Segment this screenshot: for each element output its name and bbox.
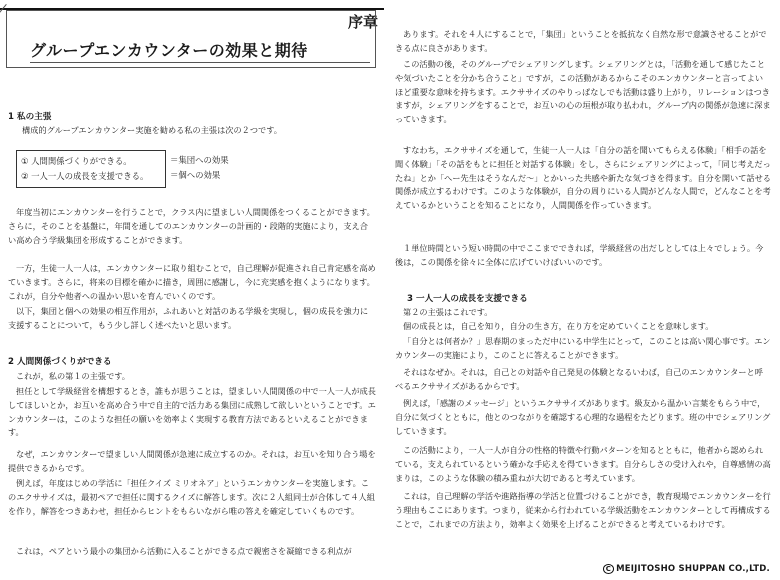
page-title: グループエンカウンターの効果と期待: [30, 41, 308, 60]
claims-box: [16, 150, 166, 188]
claim-1-note: ＝集団への効果: [170, 155, 229, 165]
section-heading-1: 1 私の主張: [8, 112, 52, 122]
paragraph: あります。それを４人にすることで，「集団」ということを抵抗なく自然な形で意識させることができる点に良さがあります。: [395, 29, 767, 53]
paragraph: それはなぜか。それは，自己との対話や自己発見の体験となるいわば，自己のエンカウンターと呼べるエクササイズがあるからです。: [395, 367, 763, 391]
paragraph: １単位時間という短い時間の中でここまでできれば，学級経営の出だしとしては上々でしょう。今後は，この関係を徐々に全体に広げていけばいいのです。: [395, 243, 764, 267]
paragraph: 「自分とは何者か？」思春期のまっただ中にいる中学生にとって，このことは高い関心事です。エンカウンターの実施により，このことに答えることができます。: [395, 336, 771, 360]
paragraph: 年度当初にエンカウンターを行うことで，クラス内に望ましい人間関係をつくることができます。さらに，そのことを基盤に，年間を通してのエンカウンターの計画的・段階的実施により，支え合い高め合う学級集団を形成することができます。: [8, 207, 375, 245]
copyright-icon: C: [603, 564, 614, 574]
paragraph: 個の成長とは，自己を知り，自分の生き方，在り方を定めていくことを意味します。: [403, 321, 714, 331]
claim-2: ② 一人一人の成長を支援できる。: [21, 171, 149, 181]
title-underline: [30, 62, 370, 63]
chapter-label: 序章: [347, 13, 378, 31]
paragraph: 例えば，「感謝のメッセージ」というエクササイズがあります。級友から温かい言葉をもらう中で，自分に気づくとともに，他とのつながりを確認する心理的な過程をたどります。班の中でシェアリングしていきます。: [395, 398, 771, 436]
section-heading-2: 2 人間関係づくりができる: [8, 357, 112, 367]
claim-1: ① 人間関係づくりができる。: [21, 156, 132, 166]
paragraph: なぜ，エンカウンターで望ましい人間関係が急速に成立するのか。それは，お互いを知り合う場を提供できるからです。: [8, 449, 376, 473]
paragraph: 担任として学級経営を構想するとき，誰もが思うことは，望ましい人間関係の中で一人一人が成長してほしいとか，お互いを高め合う中で自主的で活力ある集団に成熟して欲しいということです。エンカウンターは，このような担任の願いを効率よく実現する教育方法であるといえることができます。: [8, 386, 376, 438]
paragraph: これが，私の第１の主張です。: [16, 371, 130, 381]
claim-2-note: ＝個への効果: [170, 170, 221, 180]
paragraph: 構成的グループエンカウンター実施を勧める私の主張は次の２つです。: [22, 125, 282, 135]
paragraph: これは，ペアという最小の集団から活動に入ることができる点で親密さを凝縮できる利点が: [16, 546, 352, 556]
paragraph: この活動により，一人一人が自分の性格的特徴や行動パターンを知るとともに，他者から認められている，支えられているという確かな手応えを得ていきます。自分らしさの受け入れや，自尊感情の高まりは，このような体験の積み重ねが大切であると考えています。: [395, 445, 771, 483]
paragraph: すなわち，エクササイズを通して，生徒一人一人は「自分の話を聞いてもらえる体験」「相手の話を聞く体験」「その話をもとに担任と対話する体験」をし，さらにシェアリングによって，「同じ考えだったね」とか「へー先生はそうなんだ～」とかいった共感や新たな気づきを得ます。自分を開いて話せる関係が成立するわけです。このような体験が，自分の周りにいる人間がどんな人間で，どんなことを考えているかということを知ることになり，人間関係を作っていきます。: [395, 145, 771, 211]
section-heading-3: 3 一人一人の成長を支援できる: [407, 294, 528, 304]
copyright-notice: C MEIJITOSHO SHUPPAN CO.,LTD.: [603, 564, 770, 574]
paragraph: 第２の主張はこれです。: [403, 307, 493, 317]
paragraph: 一方，生徒一人一人は，エンカウンターに取り組むことで，自己理解が促進され自己肯定感を高めていきます。さらに，将来の目標を確かに描き，周囲に感謝し，今に充実感を抱くようになります。これが，自分や他者への温かい思いを育んでいくのです。: [8, 263, 376, 301]
paragraph: 以下，集団と個への効果の相互作用が，ふれあいと対話のある学級を実現し，個の成長を強力に支援することについて，もう少し詳しく述べたいと思います。: [8, 306, 369, 330]
claim-notes: [170, 153, 229, 183]
paragraph: この活動の後，そのグループでシェアリングします。シェアリングとは，「活動を通して感じたことや気づいたことを分かち合うこと」ですが，この活動があるからこそのエンカウンターと言ってよいほど重要な意味を持ちます。エクササイズのやりっぱなしでも活動は盛り上がり，リレーションはつきますが，シェアリングをすることで，お互いの心の垣根が取り払われ，グループ内の関係が急速に深まっていきます。: [395, 59, 771, 125]
paragraph: これは，自己理解の学活や進路指導の学活と位置づけることができ，教育現場でエンカウンターを行う理由もここにあります。つまり，従来から行われている学級活動をエンカウンターとして再構成することで，これまでの方法より，効率よく効果を上げることができると考えているわけです。: [395, 491, 771, 529]
paragraph: 例えば，年度はじめの学活に「担任クイズ ミリオネア」というエンカウンターを実施します。このエクササイズは，最初ペアで担任に関するクイズに解答します。次に２人組同士が合体して４人組を作り，解答をつきあわせ，担任からヒントをもらいながら唯の答えを確定していくものです。: [8, 478, 375, 516]
